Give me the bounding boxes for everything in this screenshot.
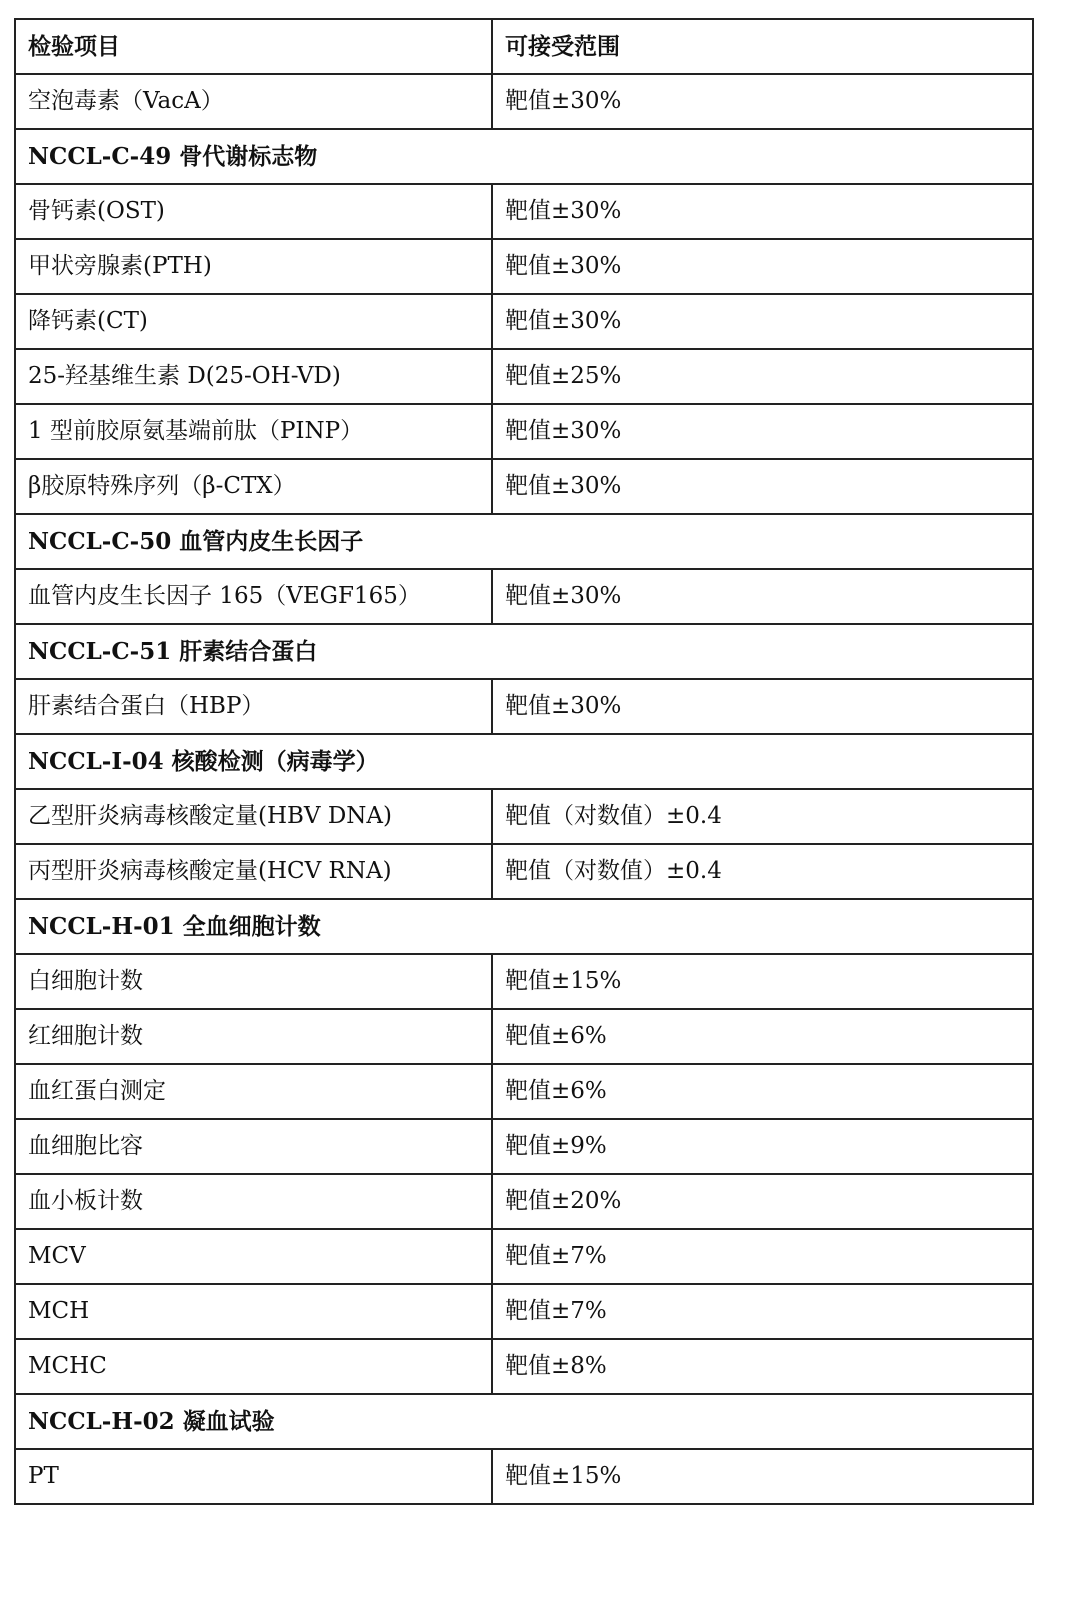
table-row bbox=[15, 184, 1033, 239]
item-cell: 血红蛋白测定 bbox=[15, 1064, 492, 1119]
table-group-row bbox=[15, 899, 1033, 954]
table-row bbox=[15, 569, 1033, 624]
item-cell: 甲状旁腺素(PTH) bbox=[15, 239, 492, 294]
range-cell: 靶值±8% bbox=[492, 1339, 1033, 1394]
item-cell: β胶原特殊序列（β-CTX） bbox=[15, 459, 492, 514]
range-cell: 靶值±30% bbox=[492, 294, 1033, 349]
item-cell: MCH bbox=[15, 1284, 492, 1339]
table-body bbox=[15, 19, 1033, 1504]
table-row bbox=[15, 1009, 1033, 1064]
item-cell: 血管内皮生长因子 165（VEGF165） bbox=[15, 569, 492, 624]
group-title-cell: NCCL-C-50 血管内皮生长因子 bbox=[15, 514, 1033, 569]
range-cell: 靶值（对数值）±0.4 bbox=[492, 789, 1033, 844]
table-row bbox=[15, 459, 1033, 514]
group-title-cell: NCCL-H-01 全血细胞计数 bbox=[15, 899, 1033, 954]
table-row bbox=[15, 679, 1033, 734]
item-cell: 降钙素(CT) bbox=[15, 294, 492, 349]
table-row bbox=[15, 349, 1033, 404]
item-cell: PT bbox=[15, 1449, 492, 1504]
item-cell: 肝素结合蛋白（HBP） bbox=[15, 679, 492, 734]
table-row bbox=[15, 294, 1033, 349]
range-cell: 靶值±7% bbox=[492, 1229, 1033, 1284]
range-cell: 靶值±30% bbox=[492, 74, 1033, 129]
range-cell: 靶值±30% bbox=[492, 679, 1033, 734]
table-row bbox=[15, 74, 1033, 129]
group-title-cell: NCCL-H-02 凝血试验 bbox=[15, 1394, 1033, 1449]
range-cell: 靶值±6% bbox=[492, 1009, 1033, 1064]
item-cell: 乙型肝炎病毒核酸定量(HBV DNA) bbox=[15, 789, 492, 844]
table-row bbox=[15, 1174, 1033, 1229]
range-cell: 靶值±15% bbox=[492, 1449, 1033, 1504]
range-cell: 靶值±7% bbox=[492, 1284, 1033, 1339]
table-group-row bbox=[15, 129, 1033, 184]
group-title-cell: NCCL-C-49 骨代谢标志物 bbox=[15, 129, 1033, 184]
table-row bbox=[15, 1229, 1033, 1284]
table-row bbox=[15, 1064, 1033, 1119]
table-row bbox=[15, 1449, 1033, 1504]
table-row bbox=[15, 954, 1033, 1009]
item-cell: 25-羟基维生素 D(25-OH-VD) bbox=[15, 349, 492, 404]
range-cell: 靶值±30% bbox=[492, 404, 1033, 459]
range-cell: 靶值（对数值）±0.4 bbox=[492, 844, 1033, 899]
range-cell: 靶值±15% bbox=[492, 954, 1033, 1009]
item-cell: 白细胞计数 bbox=[15, 954, 492, 1009]
item-cell: 红细胞计数 bbox=[15, 1009, 492, 1064]
header-item-cell: 检验项目 bbox=[15, 19, 492, 74]
table-row bbox=[15, 1284, 1033, 1339]
range-cell: 靶值±30% bbox=[492, 184, 1033, 239]
item-cell: MCHC bbox=[15, 1339, 492, 1394]
item-cell: 空泡毒素（VacA） bbox=[15, 74, 492, 129]
table-group-row bbox=[15, 514, 1033, 569]
item-cell: 血小板计数 bbox=[15, 1174, 492, 1229]
item-cell: 1 型前胶原氨基端前肽（PINP） bbox=[15, 404, 492, 459]
item-cell: 骨钙素(OST) bbox=[15, 184, 492, 239]
group-title-cell: NCCL-C-51 肝素结合蛋白 bbox=[15, 624, 1033, 679]
table-row bbox=[15, 239, 1033, 294]
item-cell: 血细胞比容 bbox=[15, 1119, 492, 1174]
range-cell: 靶值±30% bbox=[492, 239, 1033, 294]
table-row bbox=[15, 1339, 1033, 1394]
item-cell: MCV bbox=[15, 1229, 492, 1284]
range-cell: 靶值±30% bbox=[492, 569, 1033, 624]
table-row bbox=[15, 844, 1033, 899]
table-row bbox=[15, 1119, 1033, 1174]
range-cell: 靶值±25% bbox=[492, 349, 1033, 404]
range-cell: 靶值±20% bbox=[492, 1174, 1033, 1229]
range-cell: 靶值±30% bbox=[492, 459, 1033, 514]
table-group-row bbox=[15, 624, 1033, 679]
spec-table-container bbox=[14, 18, 1032, 1505]
group-title-cell: NCCL-I-04 核酸检测（病毒学） bbox=[15, 734, 1033, 789]
range-cell: 靶值±6% bbox=[492, 1064, 1033, 1119]
table-group-row bbox=[15, 734, 1033, 789]
table-row bbox=[15, 404, 1033, 459]
acceptable-range-table bbox=[14, 18, 1034, 1505]
item-cell: 丙型肝炎病毒核酸定量(HCV RNA) bbox=[15, 844, 492, 899]
range-cell: 靶值±9% bbox=[492, 1119, 1033, 1174]
table-header-row bbox=[15, 19, 1033, 74]
header-range-cell: 可接受范围 bbox=[492, 19, 1033, 74]
table-group-row bbox=[15, 1394, 1033, 1449]
table-row bbox=[15, 789, 1033, 844]
